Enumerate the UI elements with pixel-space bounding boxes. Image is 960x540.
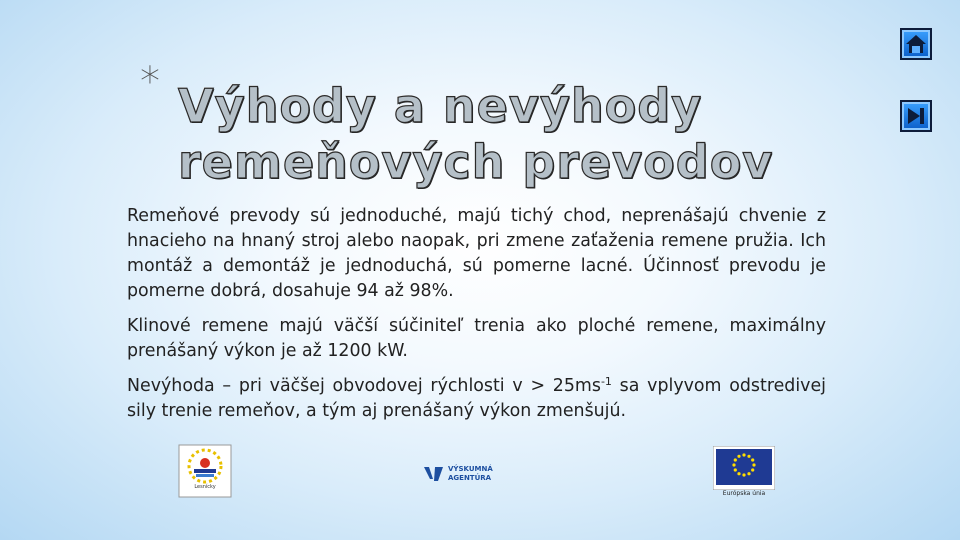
paragraph-disadvantage	[127, 374, 826, 424]
slide-body	[127, 204, 826, 434]
paragraph-disadvantage-rest: sa vplyvom odstredivej sily trenie remeňov, a tým aj prenášaný výkon zmenšujú.	[127, 376, 826, 421]
research-agency-logo	[423, 462, 503, 486]
eu-flag-icon	[713, 446, 775, 490]
slide-title-line2: remeňových prevodov	[178, 135, 774, 189]
forestry-logo	[178, 444, 232, 498]
title-bullet: *	[140, 59, 160, 105]
slide-title	[178, 78, 774, 190]
exponent: -1	[600, 375, 612, 388]
next-slide-button[interactable]	[900, 100, 932, 132]
agency-mark-icon	[423, 463, 445, 485]
home-icon	[905, 34, 927, 54]
agency-name-line2: AGENTÚRA	[448, 474, 492, 482]
home-button[interactable]	[900, 28, 932, 60]
paragraph-advantages: Remeňové prevody sú jednoduché, majú tichý chod, neprenášajú chvenie z hnacieho na hnaný stroj alebo naopak, pri zmene zaťaženia remene pružia. Ich montáž a demontáž je jednoduchá, sú pomerne lacné. Účinnosť prevodu je pomerne dobrá, dosahuje 94 až 98%.	[127, 206, 826, 301]
eu-logo	[713, 446, 775, 500]
paragraph-v-belts: Klinové remene majú väčší súčiniteľ trenia ako ploché remene, maximálny prenášaný výkon je až 1200 kW.	[127, 316, 826, 361]
forestry-logo-caption: Lesnícky	[194, 484, 216, 490]
paragraph-disadvantage-text: Nevýhoda – pri väčšej obvodovej rýchlosti v > 25ms	[127, 376, 601, 396]
next-slide-icon	[906, 106, 926, 126]
eu-logo-caption: Európska únia	[722, 490, 766, 497]
agency-name-line1: VÝSKUMNÁ	[448, 465, 493, 473]
slide-title-line1: Výhody a nevýhody	[178, 79, 703, 133]
